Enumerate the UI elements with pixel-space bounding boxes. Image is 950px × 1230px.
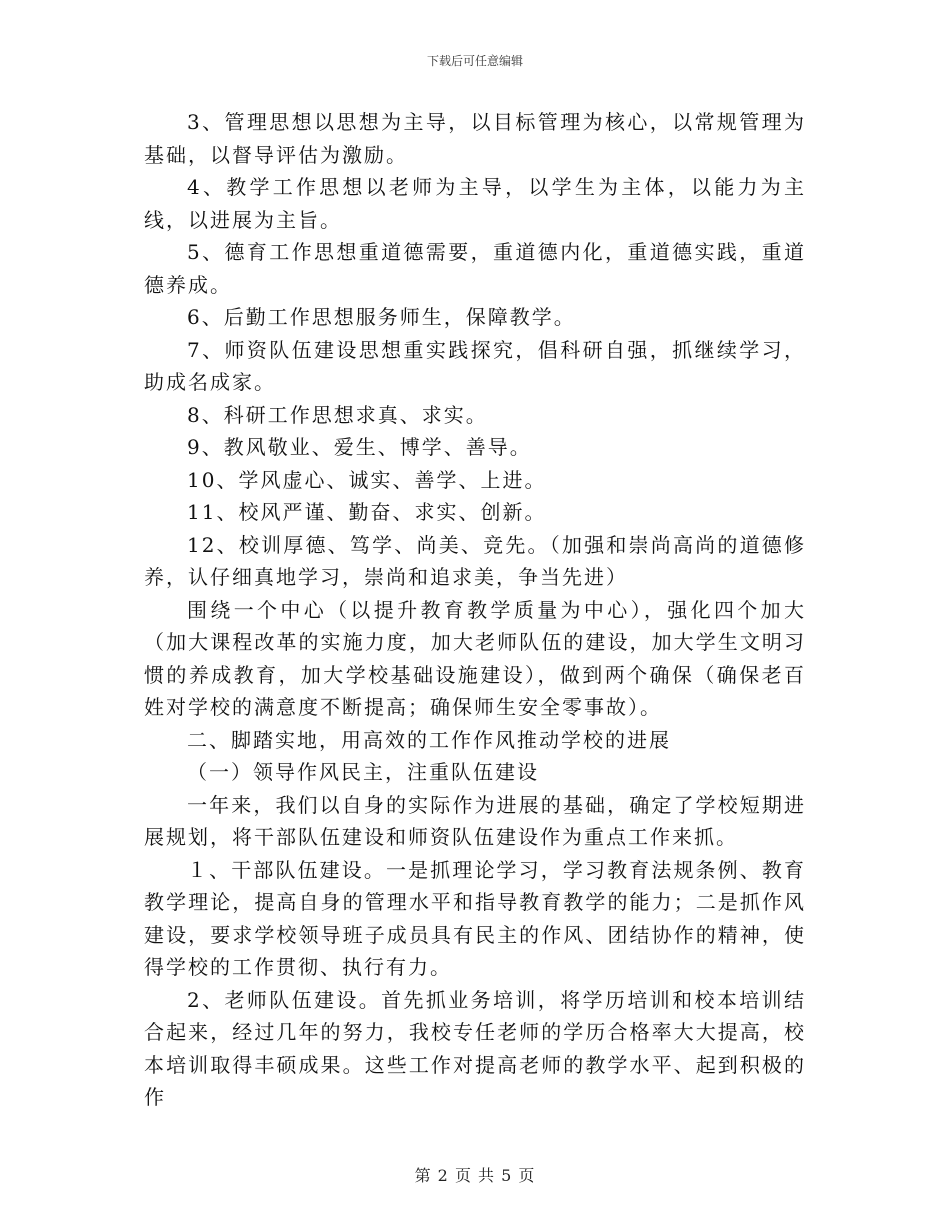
paragraph-10: 12、校训厚德、笃学、尚美、竞先。（加强和崇尚高尚的道德修养，认仔细真地学习，崇尚和追求美，争当先进） [144,532,806,589]
paragraph-7: 9、教风敬业、爱生、博学、善导。 [187,435,532,459]
page-header: 下载后可任意编辑 [426,54,523,68]
paragraph-12: 一年来，我们以自身的实际作为进展的基础，确定了学校短期进展规划，将干部队伍建设和师资队伍建设作为重点工作来抓。 [144,792,806,849]
paragraph-2: 4、教学工作思想以老师为主导，以学生为主体，以能力为主线，以进展为主旨。 [144,175,806,232]
paragraph-14: 2、老师队伍建设。首先抓业务培训，将学历培训和校本培训结合起来，经过几年的努力，我校专任老师的学历合格率大大提高，校本培训取得丰硕成果。这些工作对提高老师的教学水平、起到积极的作 [144,987,806,1109]
section-heading: 二、脚踏实地，用高效的工作作风推动学校的进展 [187,727,671,752]
paragraph-4: 6、后勤工作思想服务师生，保障教学。 [187,305,576,329]
page-number: 第 2 页 共 5 页 [414,1166,536,1185]
subsection-heading: （一）领导作风民主，注重队伍建设 [187,760,539,784]
paragraph-9: 11、校风严谨、勤奋、求实、创新。 [187,500,547,524]
paragraph-11: 围绕一个中心（以提升教育教学质量为中心），强化四个加大（加大课程改革的实施力度，加大老师队伍的建设，加大学生文明习惯的养成教育，加大学校基础设施建设），做到两个确保（确保老百姓对学校的满意度不断提高；确保师生安全零事故）。 [144,597,806,719]
paragraph-8: 10、学风虚心、诚实、善学、上进。 [187,467,547,492]
paragraph-13: １、干部队伍建设。一是抓理论学习，学习教育法规条例、教育教学理论，提高自身的管理水平和指导教育教学的能力；二是抓作风建设，要求学校领导班子成员具有民主的作风、团结协作的精神，使得学校的工作贯彻、执行有力。 [144,857,806,979]
paragraph-5: 7、师资队伍建设思想重实践探究，倡科研自强，抓继续学习，助成名成家。 [144,337,806,394]
paragraph-3: 5、德育工作思想重道德需要，重道德内化，重道德实践，重道德养成。 [144,240,806,297]
paragraph-6: 8、科研工作思想求真、求实。 [187,402,488,427]
document-body [144,106,806,1114]
paragraph-1: 3、管理思想以思想为主导，以目标管理为核心，以常规管理为基础，以督导评估为激励。 [144,110,806,167]
